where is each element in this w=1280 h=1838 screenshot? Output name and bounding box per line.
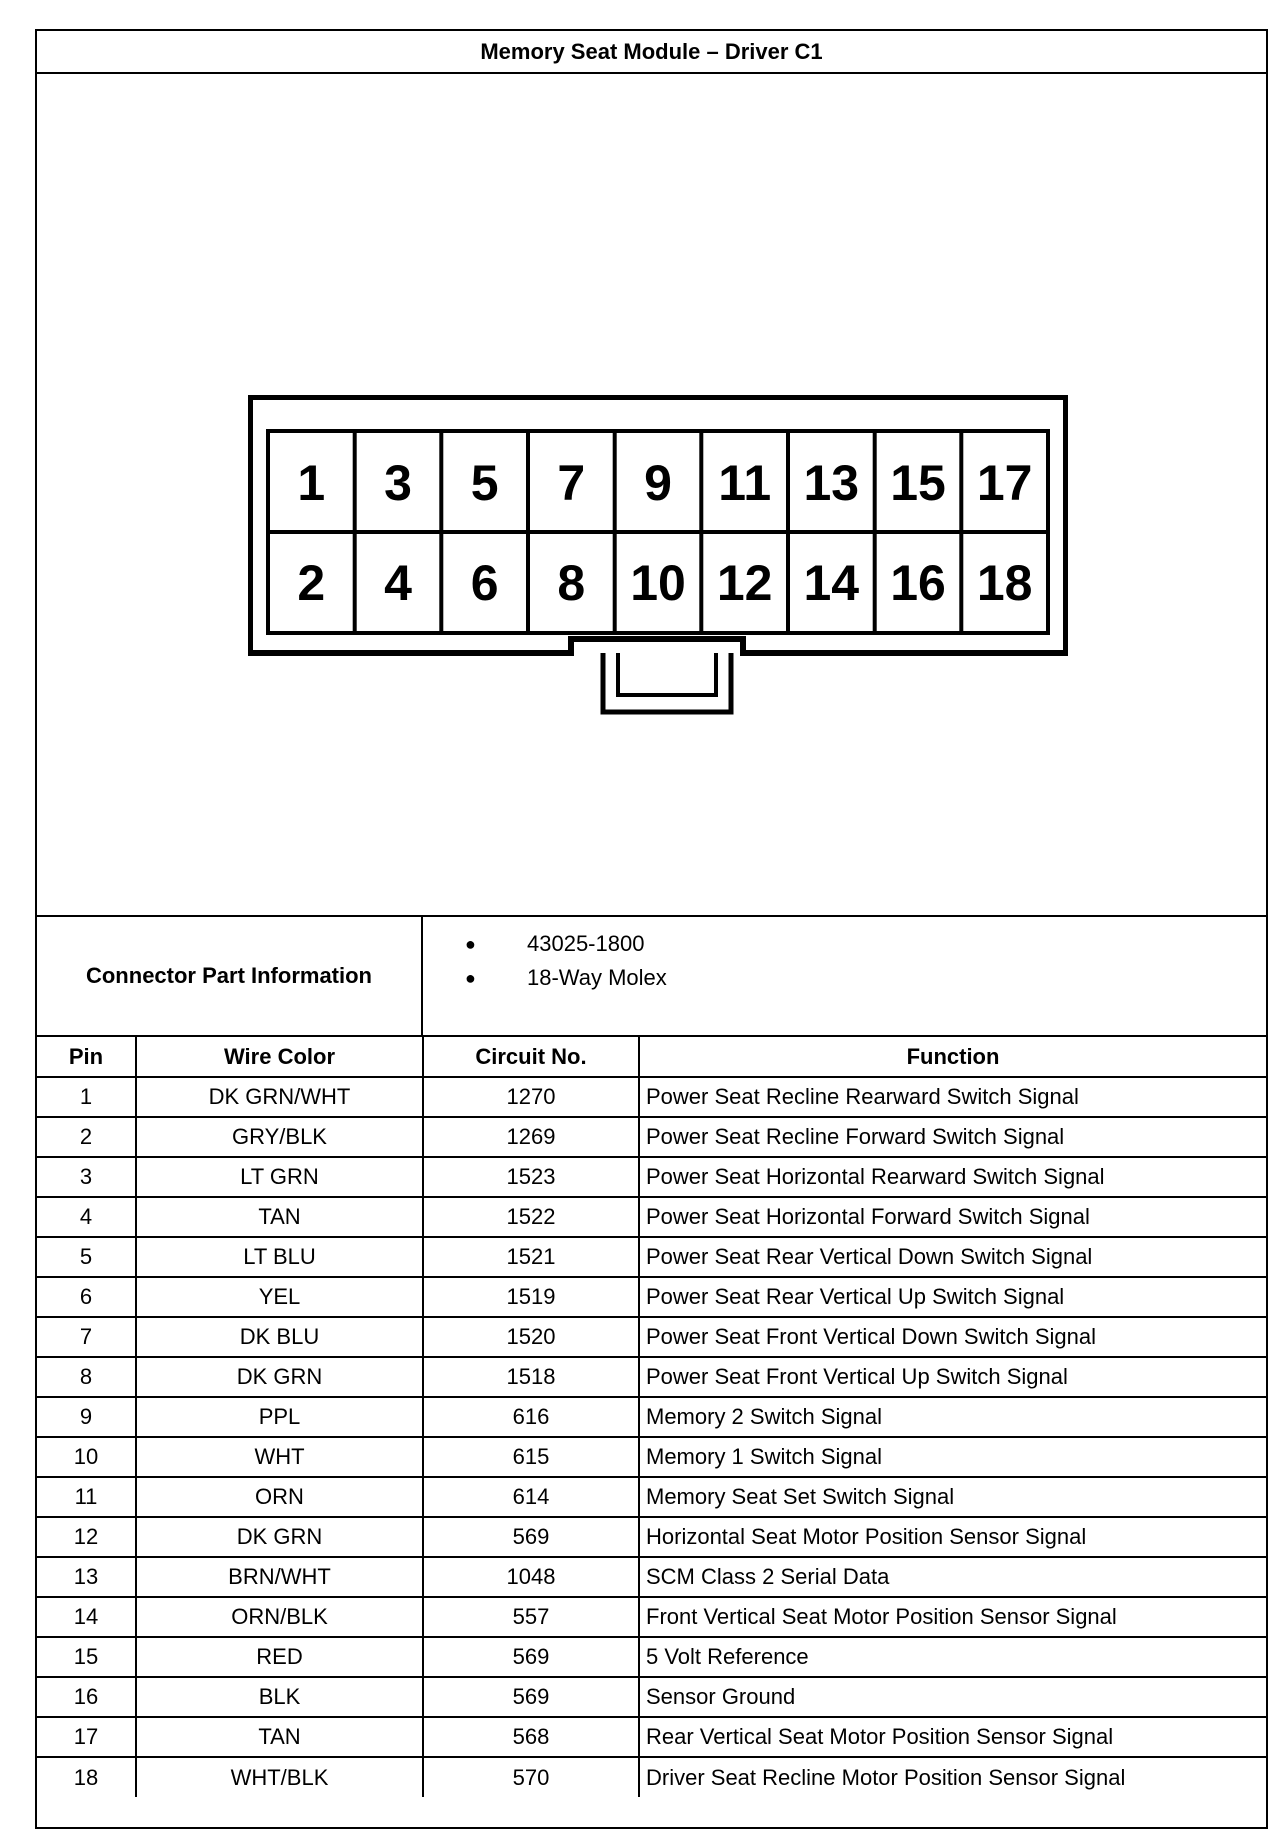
pin-label: 17 (976, 455, 1033, 511)
header-circuit: Circuit No. (423, 1037, 639, 1077)
circuit-cell: 568 (423, 1717, 639, 1757)
part-info-list (423, 917, 1266, 1045)
function-cell: Power Seat Recline Forward Switch Signal (639, 1117, 1266, 1157)
function-cell: Power Seat Front Vertical Up Switch Signal (639, 1357, 1266, 1397)
function-cell: Power Seat Horizontal Forward Switch Signal (639, 1197, 1266, 1237)
connector-face-diagram (248, 395, 1068, 715)
function-cell: Horizontal Seat Motor Position Sensor Signal (639, 1517, 1266, 1557)
part-number: 43025-1800 (527, 931, 645, 956)
list-item (423, 961, 1266, 995)
pin-cell: 2 (37, 1117, 136, 1157)
pin-label: 7 (557, 455, 586, 511)
list-item (423, 927, 1266, 961)
pin-cell: 4 (37, 1197, 136, 1237)
header-pin: Pin (37, 1037, 136, 1077)
circuit-cell: 615 (423, 1437, 639, 1477)
pin-cell: 5 (37, 1237, 136, 1277)
connector-diagram-area (37, 74, 1266, 917)
wire-color-cell: LT BLU (136, 1237, 423, 1277)
table-row (37, 1117, 1266, 1157)
connector-latch (603, 653, 731, 712)
pin-cell: 17 (37, 1717, 136, 1757)
table-row (37, 1237, 1266, 1277)
function-cell: Power Seat Horizontal Rearward Switch Signal (639, 1157, 1266, 1197)
function-cell: Sensor Ground (639, 1677, 1266, 1717)
function-cell: Driver Seat Recline Motor Position Sensor Signal (639, 1757, 1266, 1797)
wire-color-cell: WHT (136, 1437, 423, 1477)
pin-label: 4 (384, 555, 412, 611)
pin-cell: 10 (37, 1437, 136, 1477)
pin-label: 15 (890, 455, 946, 511)
pin-label: 14 (803, 555, 860, 611)
pin-label: 11 (718, 455, 772, 511)
connector-housing (250, 397, 1066, 653)
bullet-icon: ● (465, 934, 476, 954)
wire-color-cell: DK GRN (136, 1357, 423, 1397)
table-row (37, 1677, 1266, 1717)
pin-label: 6 (470, 555, 499, 611)
table-row (37, 1757, 1266, 1797)
table-row (37, 1077, 1266, 1117)
connector-latch-inner (618, 653, 716, 695)
wire-color-cell: GRY/BLK (136, 1117, 423, 1157)
wire-color-cell: BLK (136, 1677, 423, 1717)
header-wire-color: Wire Color (136, 1037, 423, 1077)
connector-part-info (37, 917, 1266, 1037)
pin-label: 2 (297, 555, 326, 611)
wire-color-cell: DK GRN (136, 1517, 423, 1557)
pin-cell: 16 (37, 1677, 136, 1717)
pin-cell: 13 (37, 1557, 136, 1597)
circuit-cell: 1269 (423, 1117, 639, 1157)
wire-color-cell: RED (136, 1637, 423, 1677)
table-row (37, 1157, 1266, 1197)
table-row (37, 1637, 1266, 1677)
table-row (37, 1517, 1266, 1557)
part-info-label: Connector Part Information (37, 917, 423, 1035)
circuit-cell: 1521 (423, 1237, 639, 1277)
circuit-cell: 1048 (423, 1557, 639, 1597)
circuit-cell: 614 (423, 1477, 639, 1517)
pin-cell: 9 (37, 1397, 136, 1437)
wire-color-cell: ORN/BLK (136, 1597, 423, 1637)
pin-label: 10 (630, 555, 686, 611)
pin-label: 5 (470, 455, 499, 511)
circuit-cell: 569 (423, 1637, 639, 1677)
pin-cell: 3 (37, 1157, 136, 1197)
pin-label: 12 (716, 555, 773, 611)
wire-color-cell: YEL (136, 1277, 423, 1317)
pin-label: 13 (803, 455, 860, 511)
pin-cell: 12 (37, 1517, 136, 1557)
table-row (37, 1397, 1266, 1437)
circuit-cell: 557 (423, 1597, 639, 1637)
pin-cell: 8 (37, 1357, 136, 1397)
circuit-cell: 616 (423, 1397, 639, 1437)
table-row (37, 1477, 1266, 1517)
pin-cell: 1 (37, 1077, 136, 1117)
function-cell: Power Seat Front Vertical Down Switch Signal (639, 1317, 1266, 1357)
pin-table (37, 1037, 1266, 1797)
document-title: Memory Seat Module – Driver C1 (37, 31, 1266, 74)
table-header-row (37, 1037, 1266, 1077)
bullet-icon: ● (465, 968, 476, 988)
table-row (37, 1277, 1266, 1317)
circuit-cell: 1520 (423, 1317, 639, 1357)
function-cell: Power Seat Recline Rearward Switch Signal (639, 1077, 1266, 1117)
wire-color-cell: WHT/BLK (136, 1757, 423, 1797)
table-row (37, 1317, 1266, 1357)
function-cell: Rear Vertical Seat Motor Position Sensor Signal (639, 1717, 1266, 1757)
pin-label: 18 (976, 555, 1033, 611)
wire-color-cell: DK GRN/WHT (136, 1077, 423, 1117)
wire-color-cell: BRN/WHT (136, 1557, 423, 1597)
table-row (37, 1597, 1266, 1637)
wire-color-cell: ORN (136, 1477, 423, 1517)
pin-cell: 7 (37, 1317, 136, 1357)
circuit-cell: 1518 (423, 1357, 639, 1397)
wire-color-cell: TAN (136, 1717, 423, 1757)
circuit-cell: 1523 (423, 1157, 639, 1197)
circuit-cell: 569 (423, 1517, 639, 1557)
pin-label: 1 (297, 455, 326, 511)
pin-cell: 14 (37, 1597, 136, 1637)
wire-color-cell: LT GRN (136, 1157, 423, 1197)
function-cell: SCM Class 2 Serial Data (639, 1557, 1266, 1597)
circuit-cell: 570 (423, 1757, 639, 1797)
pin-cell: 11 (37, 1477, 136, 1517)
pin-label: 3 (384, 455, 412, 511)
function-cell: Memory 2 Switch Signal (639, 1397, 1266, 1437)
pin-cell: 6 (37, 1277, 136, 1317)
pin-cell: 15 (37, 1637, 136, 1677)
function-cell: Front Vertical Seat Motor Position Sensor Signal (639, 1597, 1266, 1637)
wire-color-cell: DK BLU (136, 1317, 423, 1357)
pin-label: 16 (890, 555, 946, 611)
function-cell: Power Seat Rear Vertical Up Switch Signal (639, 1277, 1266, 1317)
pin-cell: 18 (37, 1757, 136, 1797)
part-type: 18-Way Molex (527, 965, 667, 990)
connector-sheet (35, 29, 1268, 1829)
table-row (37, 1717, 1266, 1757)
function-cell: Memory Seat Set Switch Signal (639, 1477, 1266, 1517)
table-row (37, 1557, 1266, 1597)
circuit-cell: 1519 (423, 1277, 639, 1317)
pin-label: 9 (644, 455, 672, 511)
circuit-cell: 1522 (423, 1197, 639, 1237)
function-cell: Memory 1 Switch Signal (639, 1437, 1266, 1477)
circuit-cell: 569 (423, 1677, 639, 1717)
table-row (37, 1437, 1266, 1477)
table-row (37, 1197, 1266, 1237)
wire-color-cell: PPL (136, 1397, 423, 1437)
table-row (37, 1357, 1266, 1397)
pin-label: 8 (557, 555, 586, 611)
function-cell: 5 Volt Reference (639, 1637, 1266, 1677)
wire-color-cell: TAN (136, 1197, 423, 1237)
circuit-cell: 1270 (423, 1077, 639, 1117)
header-function: Function (639, 1037, 1266, 1077)
function-cell: Power Seat Rear Vertical Down Switch Signal (639, 1237, 1266, 1277)
